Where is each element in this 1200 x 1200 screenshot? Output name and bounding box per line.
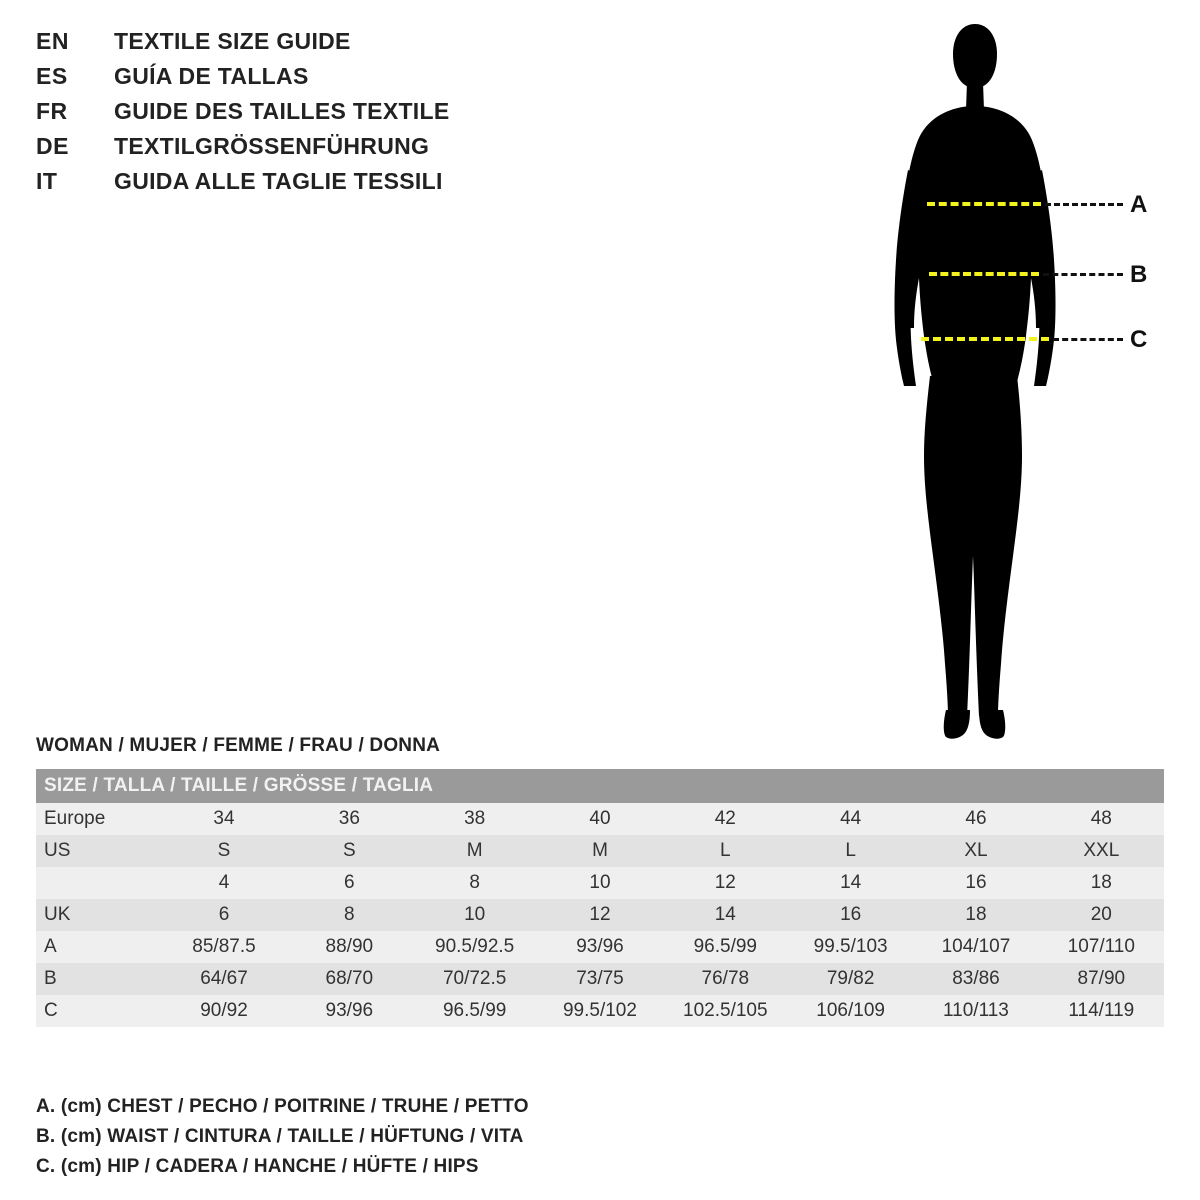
cell: 14	[788, 867, 913, 899]
cell: L	[663, 835, 788, 867]
row-label: UK	[36, 899, 161, 931]
cell: 79/82	[788, 963, 913, 995]
title-text-it: GUIDA ALLE TAGLIE TESSILI	[114, 168, 443, 194]
table-row	[36, 835, 1164, 867]
row-label: Europe	[36, 803, 161, 835]
cell: 88/90	[287, 931, 412, 963]
cell: XL	[913, 835, 1038, 867]
woman-group-heading: WOMAN / MUJER / FEMME / FRAU / DONNA	[36, 735, 441, 756]
cell: 6	[287, 867, 412, 899]
cell: 102.5/105	[663, 995, 788, 1027]
title-lang-fr: FR	[36, 98, 68, 124]
size-table	[36, 769, 1164, 1027]
cell: 18	[1039, 867, 1164, 899]
cell: 14	[663, 899, 788, 931]
cell: 18	[913, 899, 1038, 931]
cell: 83/86	[913, 963, 1038, 995]
cell: 96.5/99	[412, 995, 537, 1027]
table-row	[36, 867, 1164, 899]
table-row	[36, 899, 1164, 931]
cell: 16	[788, 899, 913, 931]
cell: 70/72.5	[412, 963, 537, 995]
cell: 4	[161, 867, 286, 899]
cell: XXL	[1039, 835, 1164, 867]
cell: 20	[1039, 899, 1164, 931]
cell: 90/92	[161, 995, 286, 1027]
title-text-de: TEXTILGRÖSSENFÜHRUNG	[114, 133, 430, 159]
cell: L	[788, 835, 913, 867]
cell: 99.5/103	[788, 931, 913, 963]
female-silhouette-icon	[860, 10, 1190, 750]
cell: 110/113	[913, 995, 1038, 1027]
cell: S	[161, 835, 286, 867]
cell: 6	[161, 899, 286, 931]
cell: 87/90	[1039, 963, 1164, 995]
cell: 114/119	[1039, 995, 1164, 1027]
title-row	[36, 28, 636, 63]
cell: 8	[412, 867, 537, 899]
row-label: C	[36, 995, 161, 1027]
waist-leader-line	[1043, 273, 1123, 276]
size-table-body	[36, 803, 1164, 1027]
cell: 10	[412, 899, 537, 931]
title-text-fr: GUIDE DES TAILLES TEXTILE	[114, 98, 450, 124]
cell: 73/75	[537, 963, 662, 995]
cell: 16	[913, 867, 1038, 899]
size-table-head	[36, 769, 1164, 803]
cell: M	[412, 835, 537, 867]
cell: 106/109	[788, 995, 913, 1027]
footnote-chest: A. (cm) CHEST / PECHO / POITRINE / TRUHE / PETTO	[36, 1096, 529, 1117]
cell: 8	[287, 899, 412, 931]
table-row	[36, 995, 1164, 1027]
cell: 10	[537, 867, 662, 899]
marker-label-c: C	[1130, 326, 1148, 353]
row-label: B	[36, 963, 161, 995]
table-row	[36, 963, 1164, 995]
title-lang-en: EN	[36, 28, 69, 54]
title-lang-de: DE	[36, 133, 69, 159]
cell: 40	[537, 803, 662, 835]
cell: 93/96	[287, 995, 412, 1027]
cell: 12	[537, 899, 662, 931]
cell: 76/78	[663, 963, 788, 995]
footnote-hip: C. (cm) HIP / CADERA / HANCHE / HÜFTE / HIPS	[36, 1156, 479, 1177]
table-header-row	[36, 769, 1164, 803]
cell: 44	[788, 803, 913, 835]
cell: 38	[412, 803, 537, 835]
size-table-section	[36, 735, 1164, 1027]
title-text-en: TEXTILE SIZE GUIDE	[114, 28, 351, 54]
table-row	[36, 931, 1164, 963]
chest-leader-line	[1045, 203, 1123, 206]
chest-measure-line	[927, 202, 1041, 206]
marker-label-a: A	[1130, 191, 1148, 218]
cell: 93/96	[537, 931, 662, 963]
cell: 48	[1039, 803, 1164, 835]
size-table-header-label: SIZE / TALLA / TAILLE / GRÖSSE / TAGLIA	[36, 769, 1164, 803]
row-label: A	[36, 931, 161, 963]
female-body-figure	[860, 10, 1190, 750]
title-row	[36, 168, 636, 203]
title-row	[36, 133, 636, 168]
cell: S	[287, 835, 412, 867]
title-row	[36, 63, 636, 98]
footnotes	[36, 1092, 736, 1182]
cell: 99.5/102	[537, 995, 662, 1027]
cell: 12	[663, 867, 788, 899]
cell: 96.5/99	[663, 931, 788, 963]
footnote-waist: B. (cm) WAIST / CINTURA / TAILLE / HÜFTUNG / VITA	[36, 1126, 524, 1147]
cell: 42	[663, 803, 788, 835]
hip-leader-line	[1053, 338, 1123, 341]
title-text-es: GUÍA DE TALLAS	[114, 63, 309, 89]
row-label	[36, 867, 161, 899]
cell: 104/107	[913, 931, 1038, 963]
marker-label-b: B	[1130, 261, 1148, 288]
cell: 85/87.5	[161, 931, 286, 963]
cell: 46	[913, 803, 1038, 835]
title-lang-es: ES	[36, 63, 68, 89]
row-label: US	[36, 835, 161, 867]
cell: 34	[161, 803, 286, 835]
title-lang-it: IT	[36, 168, 58, 194]
cell: M	[537, 835, 662, 867]
title-row	[36, 98, 636, 133]
table-row	[36, 803, 1164, 835]
cell: 64/67	[161, 963, 286, 995]
cell: 107/110	[1039, 931, 1164, 963]
title-block	[36, 28, 636, 203]
cell: 68/70	[287, 963, 412, 995]
cell: 90.5/92.5	[412, 931, 537, 963]
hip-measure-line	[921, 337, 1049, 341]
waist-measure-line	[929, 272, 1039, 276]
cell: 36	[287, 803, 412, 835]
